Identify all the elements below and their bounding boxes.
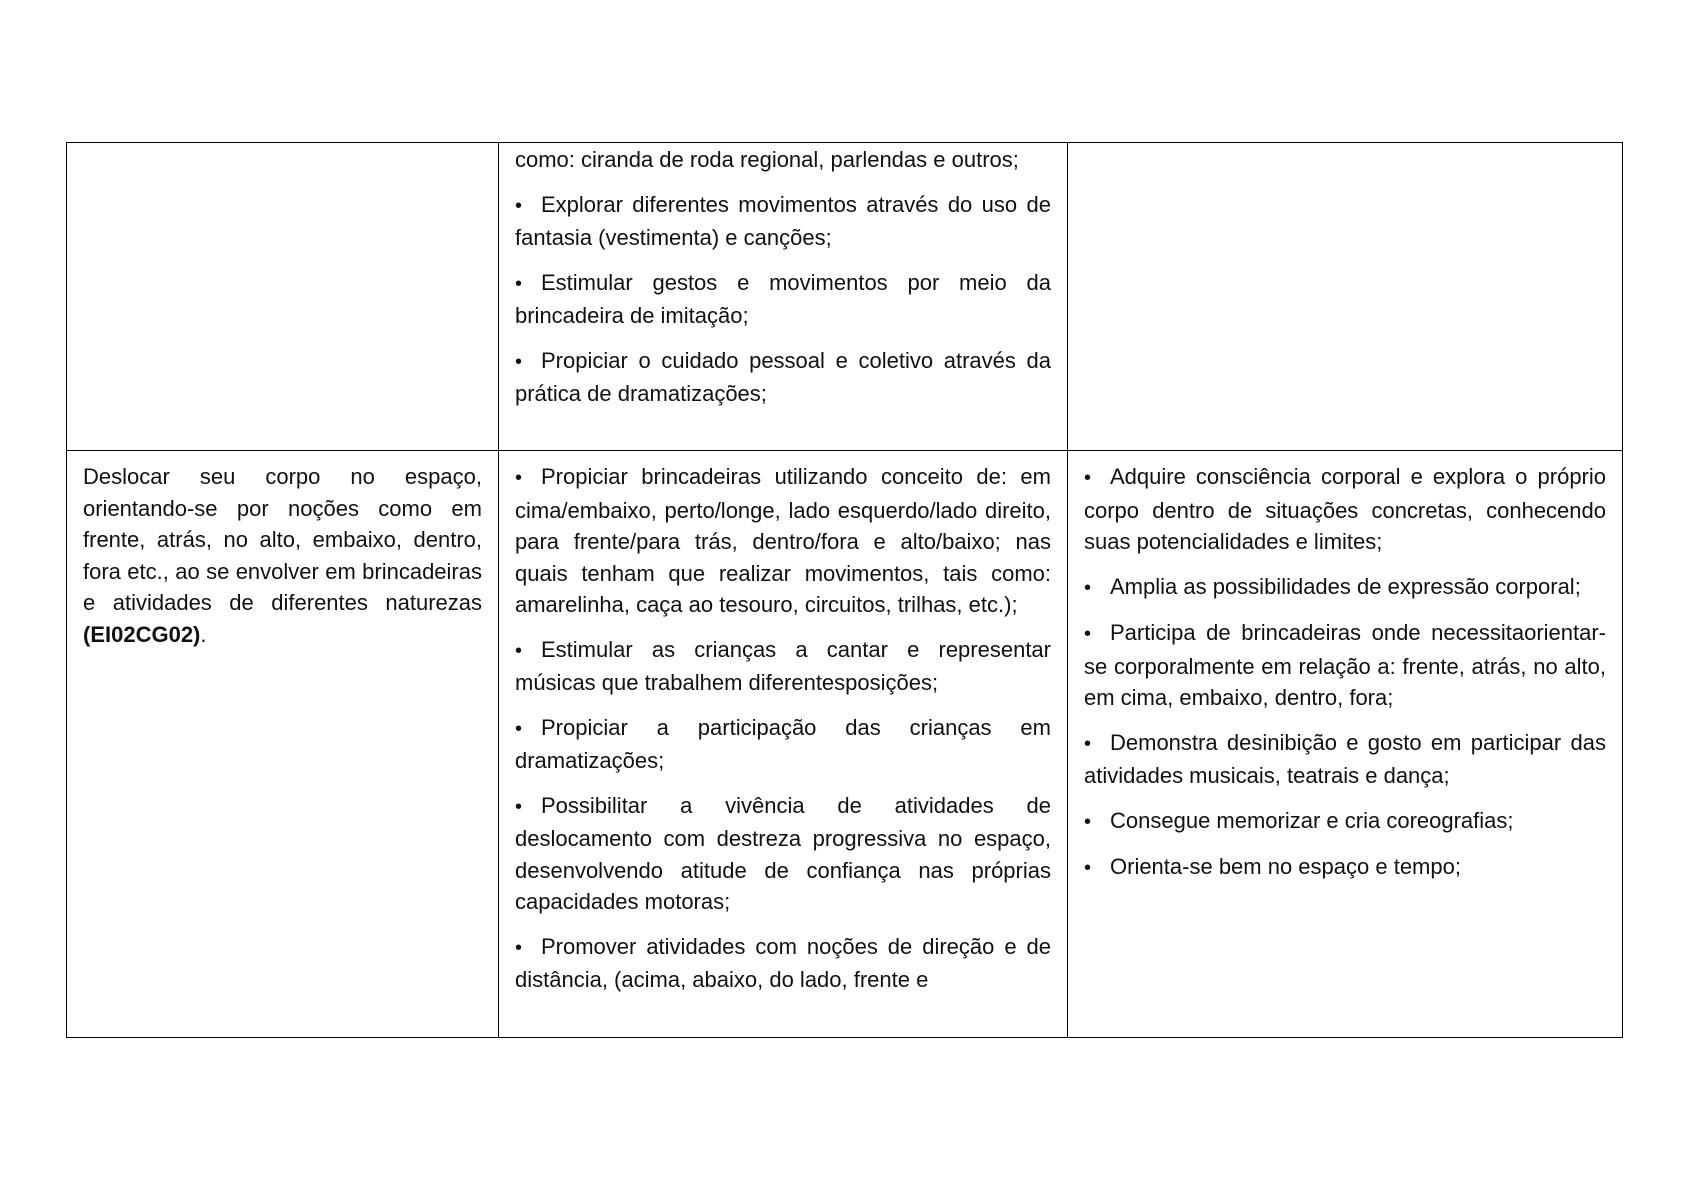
bullet-icon: • (515, 795, 523, 818)
strategy-item: • Possibilitar a vivência de atividades de deslocamento com destreza progressiva no espaço, desenvolvendo atitude de confiança nas próprias capacidades motoras; (515, 792, 1051, 914)
outcome-item: • Consegue memorizar e cria coreografias; (1084, 805, 1606, 839)
strategy-item: • Estimular gestos e movimentos por meio da brincadeira de imitação; (515, 269, 1051, 328)
outcome-item: • Participa de brincadeiras onde necessitaorientar-se corporalmente em relação a: frente, atrás, no alto, em cima, embaixo, dentro, fora; (1084, 620, 1606, 710)
bullet-icon: • (1084, 857, 1092, 879)
bullet-icon: • (515, 639, 523, 662)
bullet-icon: • (515, 936, 523, 959)
outcome-item: • Demonstra desinibição e gosto em participar das atividades musicais, teatrais e dança; (1084, 729, 1606, 788)
curriculum-table (66, 142, 1623, 1038)
outcomes-cell-empty (1068, 143, 1623, 451)
objective-text: Deslocar seu corpo no espaço, orientando-se por noções como em frente, atrás, no alto, embaixo, dentro, fora etc., ao se envolver em brincadeiras e atividades de diferentes naturezas (EI02CG02). (83, 464, 482, 647)
bullet-icon: • (1084, 467, 1092, 489)
bullet-icon: • (515, 717, 523, 740)
strategy-item: • Propiciar a participação das crianças em dramatizações; (515, 714, 1051, 773)
strategy-item: • Explorar diferentes movimentos através do uso de fantasia (vestimenta) e canções; (515, 191, 1051, 250)
objective-cell (67, 451, 499, 1038)
bullet-icon: • (515, 272, 523, 295)
objective-code: (EI02CG02) (83, 621, 201, 647)
bullet-icon: • (1084, 732, 1092, 755)
outcome-item: • Adquire consciência corporal e explora o próprio corpo dentro de situações concretas, conhecendo suas potencialidades e limites; (1084, 464, 1606, 554)
bullet-icon: • (515, 467, 523, 489)
strategy-item: • Propiciar brincadeiras utilizando conceito de: em cima/embaixo, perto/longe, lado esquerdo/lado direito, para frente/para trás, dentro/fora e alto/baixo; nas quais tenham que realizar movimentos, tais como: amarelinha, caça ao tesouro, circuitos, trilhas, etc.); (515, 464, 1051, 617)
strategy-item: • Promover atividades com noções de direção e de distância, (acima, abaixo, do lado, frente e (515, 933, 1051, 992)
strategies-cell (499, 451, 1068, 1038)
strategy-item: • Propiciar o cuidado pessoal e coletivo através da prática de dramatizações; (515, 347, 1051, 406)
table-row (67, 451, 1623, 1038)
outcome-item: • Amplia as possibilidades de expressão corporal; (1084, 571, 1606, 605)
outcomes-cell (1068, 451, 1623, 1038)
strategy-continuation: como: ciranda de roda regional, parlendas e outros; (515, 147, 1019, 172)
bullet-icon: • (1084, 623, 1092, 645)
bullet-icon: • (515, 350, 523, 373)
objective-cell-empty (67, 143, 499, 451)
table-row (67, 143, 1623, 451)
bullet-icon: • (515, 194, 523, 217)
outcome-item: • Orienta-se bem no espaço e tempo; (1084, 851, 1606, 885)
strategies-cell (499, 143, 1068, 451)
bullet-icon: • (1084, 810, 1092, 833)
bullet-icon: • (1084, 576, 1092, 599)
strategy-item: • Estimular as crianças a cantar e representar músicas que trabalhem diferentesposições; (515, 636, 1051, 695)
